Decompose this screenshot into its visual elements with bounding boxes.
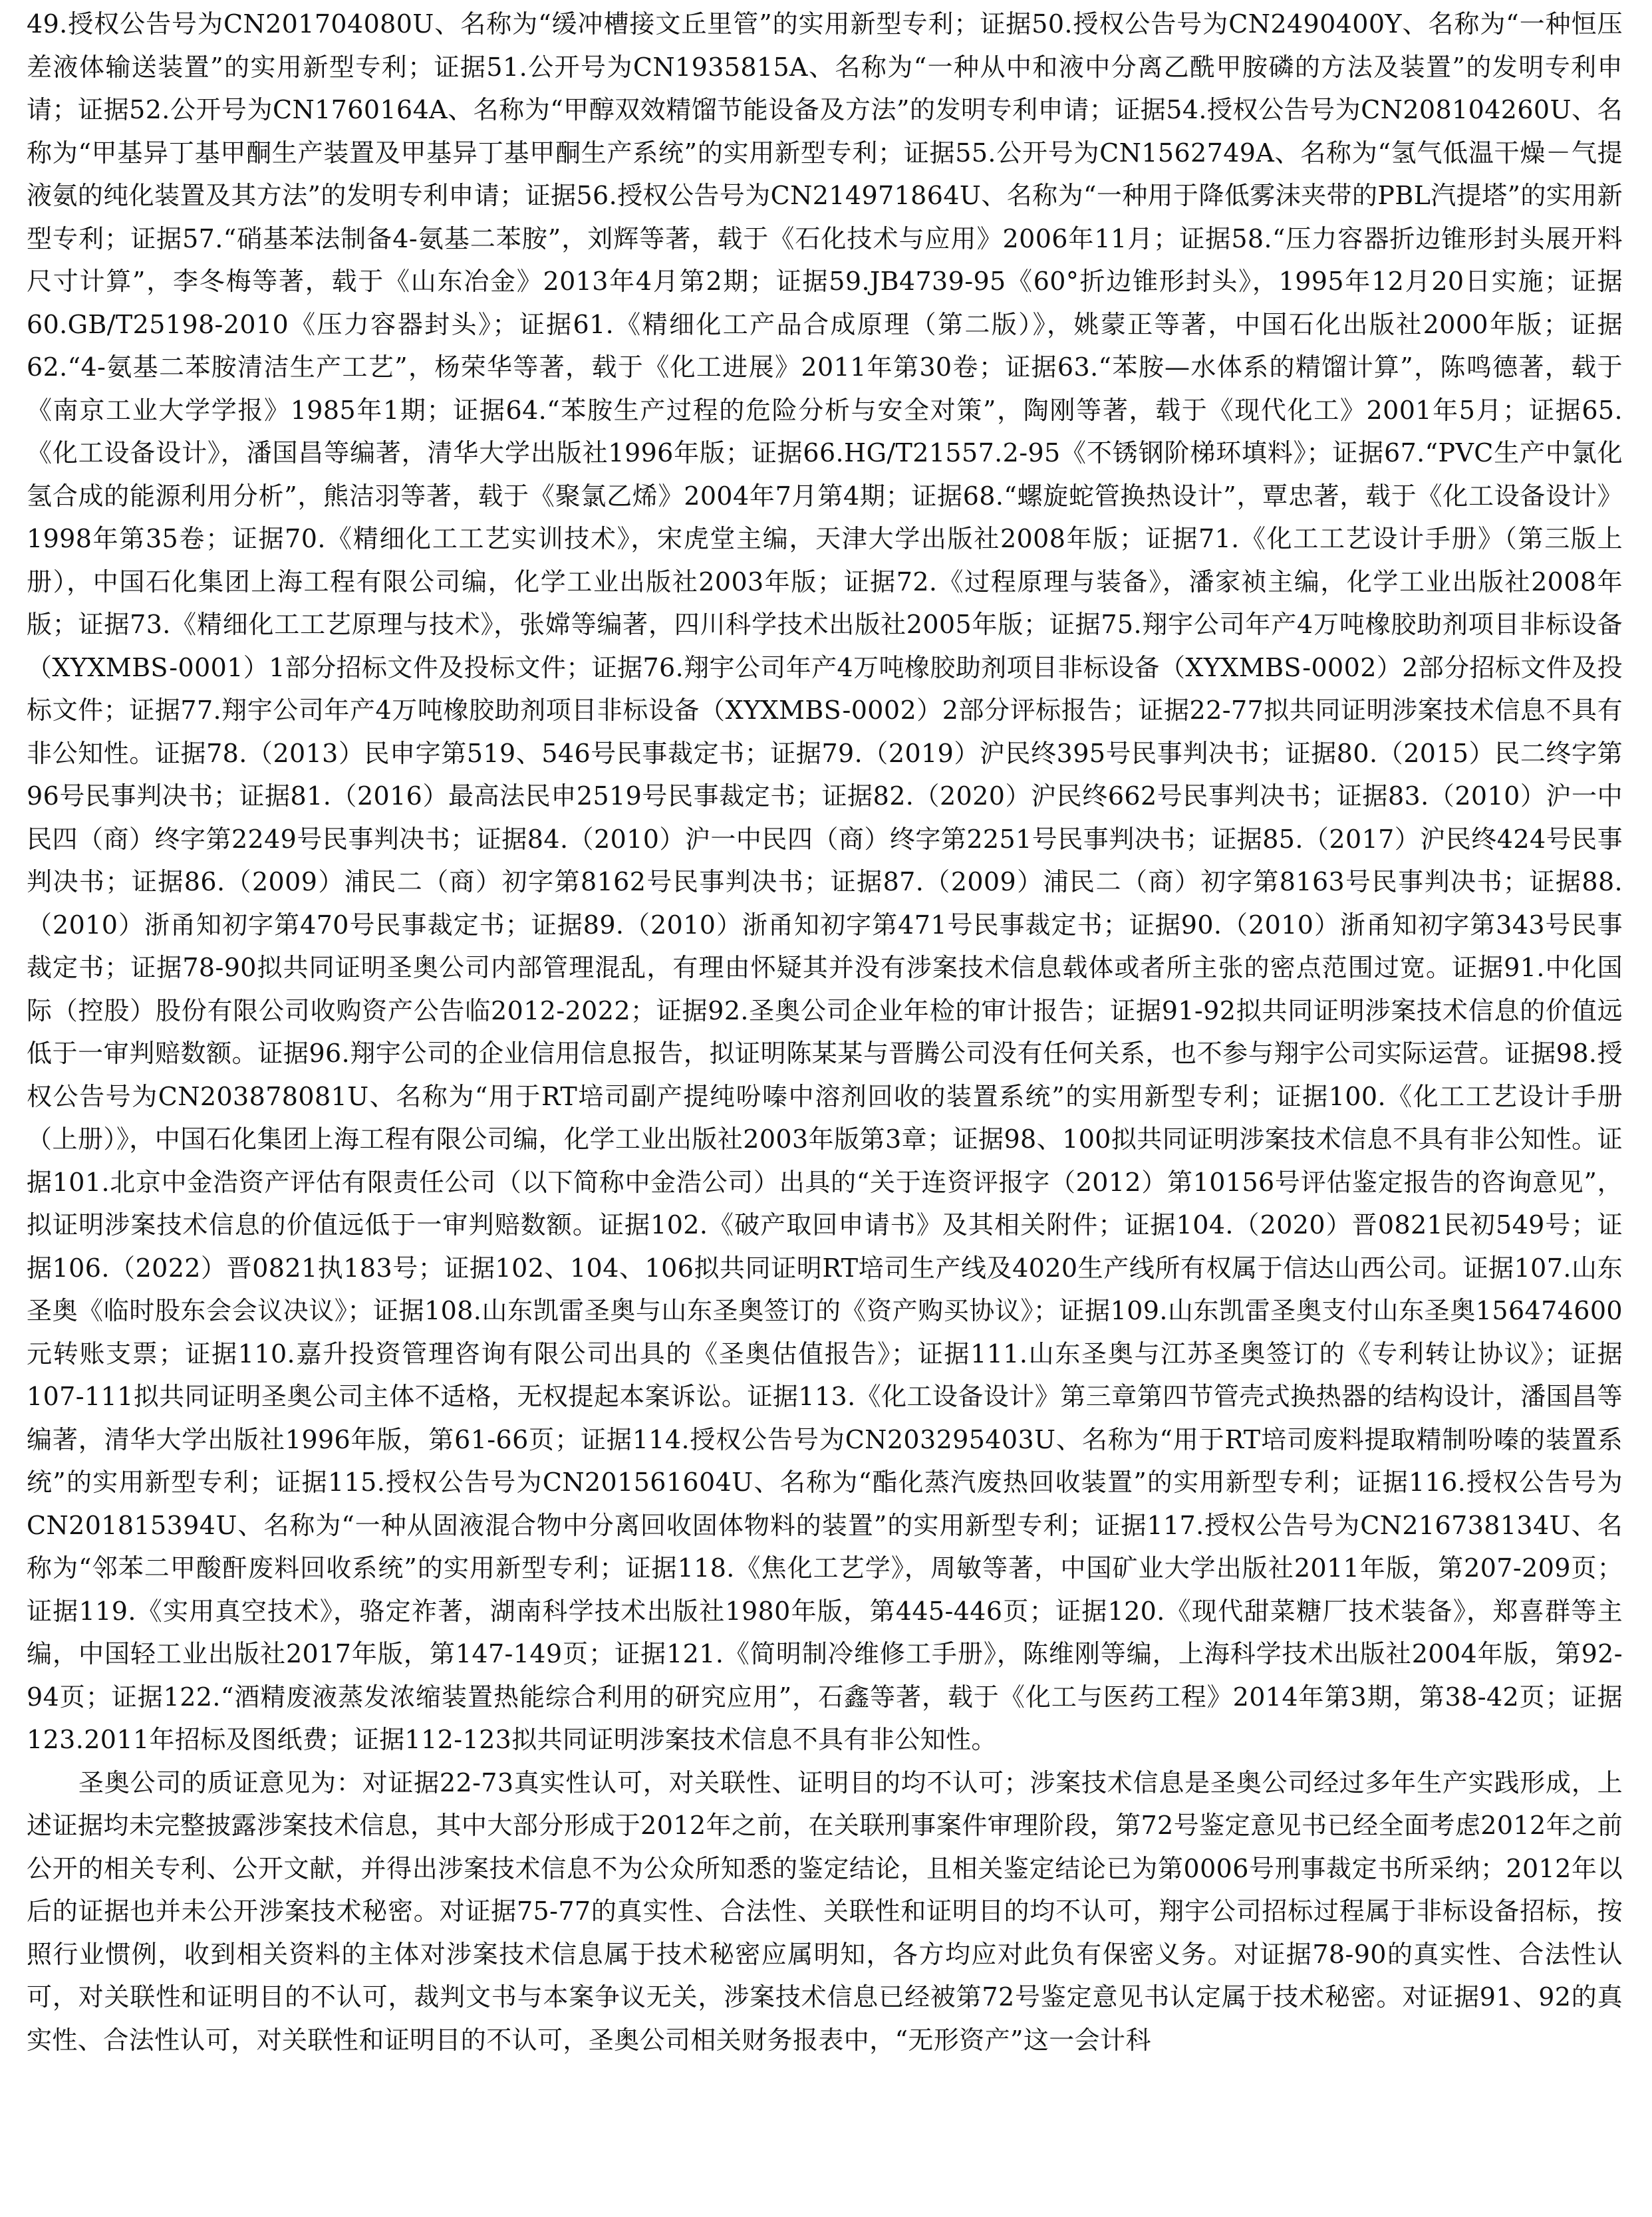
document-page [27,3,1623,2061]
evidence-list-paragraph: 49.授权公告号为CN201704080U、名称为“缓冲槽接文丘里管”的实用新型专利；证据50.授权公告号为CN2490400Y、名称为“一种恒压差液体输送装置”的实用新型专利；证据51.公开号为CN1935815A、名称为“一种从中和液中分离乙酰甲胺磷的方法及装置”的发明专利申请；证据52.公开号为CN1760164A、名称为“甲醇双效精馏节能设备及方法”的发明专利申请；证据54.授权公告号为CN208104260U、名称为“甲基异丁基甲酮生产装置及甲基异丁基甲酮生产系统”的实用新型专利；证据55.公开号为CN1562749A、名称为“氢气低温干燥－气提液氨的纯化装置及其方法”的发明专利申请；证据56.授权公告号为CN214971864U、名称为“一种用于降低雾沫夹带的PBL汽提塔”的实用新型专利；证据57.“硝基苯法制备4-氨基二苯胺”，刘辉等著，载于《石化技术与应用》2006年11月；证据58.“压力容器折边锥形封头展开料尺寸计算”，李冬梅等著，载于《山东冶金》2013年4月第2期；证据59.JB4739-95《60°折边锥形封头》，1995年12月20日实施；证据60.GB/T25198-2010《压力容器封头》；证据61.《精细化工产品合成原理（第二版）》，姚蒙正等著，中国石化出版社2000年版；证据62.“4-氨基二苯胺清洁生产工艺”，杨荣华等著，载于《化工进展》2011年第30卷；证据63.“苯胺—水体系的精馏计算”，陈鸣德著，载于《南京工业大学学报》1985年1期；证据64.“苯胺生产过程的危险分析与安全对策”，陶刚等著，载于《现代化工》2001年5月；证据65.《化工设备设计》，潘国昌等编著，清华大学出版社1996年版；证据66.HG/T21557.2-95《不锈钢阶梯环填料》；证据67.“PVC生产中氯化氢合成的能源利用分析”，熊洁羽等著，载于《聚氯乙烯》2004年7月第4期；证据68.“螺旋蛇管换热设计”，覃忠著，载于《化工设备设计》1998年第35卷；证据70.《精细化工工艺实训技术》，宋虎堂主编，天津大学出版社2008年版；证据71.《化工工艺设计手册》（第三版上册），中国石化集团上海工程有限公司编，化学工业出版社2003年版；证据72.《过程原理与装备》，潘家祯主编，化学工业出版社2008年版；证据73.《精细化工工艺原理与技术》，张嫦等编著，四川科学技术出版社2005年版；证据75.翔宇公司年产4万吨橡胶助剂项目非标设备（XYXMBS-0001）1部分招标文件及投标文件；证据76.翔宇公司年产4万吨橡胶助剂项目非标设备（XYXMBS-0002）2部分招标文件及投标文件；证据77.翔宇公司年产4万吨橡胶助剂项目非标设备（XYXMBS-0002）2部分评标报告；证据22-77拟共同证明涉案技术信息不具有非公知性。证据78.（2013）民申字第519、546号民事裁定书；证据79.（2019）沪民终395号民事判决书；证据80.（2015）民二终字第96号民事判决书；证据81.（2016）最高法民申2519号民事裁定书；证据82.（2020）沪民终662号民事判决书；证据83.（2010）沪一中民四（商）终字第2249号民事判决书；证据84.（2010）沪一中民四（商）终字第2251号民事判决书；证据85.（2017）沪民终424号民事判决书；证据86.（2009）浦民二（商）初字第8162号民事判决书；证据87.（2009）浦民二（商）初字第8163号民事判决书；证据88.（2010）浙甬知初字第470号民事裁定书；证据89.（2010）浙甬知初字第471号民事裁定书；证据90.（2010）浙甬知初字第343号民事裁定书；证据78-90拟共同证明圣奥公司内部管理混乱，有理由怀疑其并没有涉案技术信息载体或者所主张的密点范围过宽。证据91.中化国际（控股）股份有限公司收购资产公告临2012-2022；证据92.圣奥公司企业年检的审计报告；证据91-92拟共同证明涉案技术信息的价值远低于一审判赔数额。证据96.翔宇公司的企业信用信息报告，拟证明陈某某与晋腾公司没有任何关系，也不参与翔宇公司实际运营。证据98.授权公告号为CN203878081U、名称为“用于RT培司副产提纯吩嗪中溶剂回收的装置系统”的实用新型专利；证据100.《化工工艺设计手册（上册）》，中国石化集团上海工程有限公司编，化学工业出版社2003年版第3章；证据98、100拟共同证明涉案技术信息不具有非公知性。证据101.北京中金浩资产评估有限责任公司（以下简称中金浩公司）出具的“关于连资评报字（2012）第10156号评估鉴定报告的咨询意见”，拟证明涉案技术信息的价值远低于一审判赔数额。证据102.《破产取回申请书》及其相关附件；证据104.（2020）晋0821民初549号；证据106.（2022）晋0821执183号；证据102、104、106拟共同证明RT培司生产线及4020生产线所有权属于信达山西公司。证据107.山东圣奥《临时股东会会议决议》；证据108.山东凯雷圣奥与山东圣奥签订的《资产购买协议》；证据109.山东凯雷圣奥支付山东圣奥156474600元转账支票；证据110.嘉升投资管理咨询有限公司出具的《圣奥估值报告》；证据111.山东圣奥与江苏圣奥签订的《专利转让协议》；证据107-111拟共同证明圣奥公司主体不适格，无权提起本案诉讼。证据113.《化工设备设计》第三章第四节管壳式换热器的结构设计，潘国昌等编著，清华大学出版社1996年版，第61-66页；证据114.授权公告号为CN203295403U、名称为“用于RT培司废料提取精制吩嗪的装置系统”的实用新型专利；证据115.授权公告号为CN201561604U、名称为“酯化蒸汽废热回收装置”的实用新型专利；证据116.授权公告号为CN201815394U、名称为“一种从固液混合物中分离回收固体物料的装置”的实用新型专利；证据117.授权公告号为CN216738134U、名称为“邻苯二甲酸酐废料回收系统”的实用新型专利；证据118.《焦化工艺学》，周敏等著，中国矿业大学出版社2011年版，第207-209页；证据119.《实用真空技术》，骆定祚著，湖南科学技术出版社1980年版，第445-446页；证据120.《现代甜菜糖厂技术装备》，郑喜群等主编，中国轻工业出版社2017年版，第147-149页；证据121.《简明制冷维修工手册》，陈维刚等编，上海科学技术出版社2004年版，第92-94页；证据122.“酒精废液蒸发浓缩装置热能综合利用的研究应用”，石鑫等著，载于《化工与医药工程》2014年第3期，第38-42页；证据123.2011年招标及图纸费；证据112-123拟共同证明涉案技术信息不具有非公知性。 [27,9,1623,1754]
cross-examination-paragraph: 圣奥公司的质证意见为：对证据22-73真实性认可，对关联性、证明目的均不认可；涉案技术信息是圣奥公司经过多年生产实践形成，上述证据均未完整披露涉案技术信息，其中大部分形成于2012年之前，在关联刑事案件审理阶段，第72号鉴定意见书已经全面考虑2012年之前公开的相关专利、公开文献，并得出涉案技术信息不为公众所知悉的鉴定结论，且相关鉴定结论已为第0006号刑事裁定书所采纳；2012年以后的证据也并未公开涉案技术秘密。对证据75-77的真实性、合法性、关联性和证明目的均不认可，翔宇公司招标过程属于非标设备招标，按照行业惯例，收到相关资料的主体对涉案技术信息属于技术秘密应属明知，各方均应对此负有保密义务。对证据78-90的真实性、合法性认可，对关联性和证明目的不认可，裁判文书与本案争议无关，涉案技术信息已经被第72号鉴定意见书认定属于技术秘密。对证据91、92的真实性、合法性认可，对关联性和证明目的不认可，圣奥公司相关财务报表中，“无形资产”这一会计科 [27,1767,1623,2055]
